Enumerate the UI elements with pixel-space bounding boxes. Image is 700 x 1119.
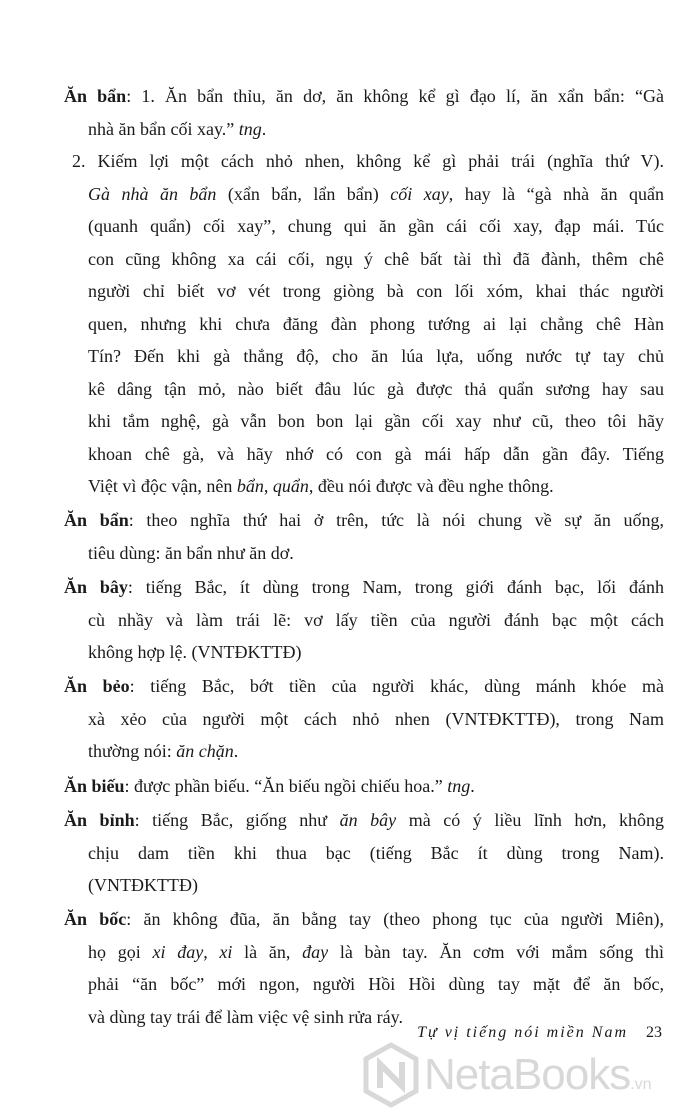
page-number: 23 [646, 1024, 662, 1041]
entry-text: chịu dam tiền khi thua bạc (tiếng Bắc ít dùng trong Nam). [88, 842, 664, 863]
entry-line [88, 640, 664, 664]
entry-text: , [263, 476, 273, 496]
entry-text: . [470, 775, 475, 796]
headword: Ăn bây [64, 577, 128, 598]
entry-text: : được phần biếu. “Ăn biếu ngồi chiếu hoa.” [124, 775, 448, 796]
entry-text: là ăn, [232, 941, 303, 962]
entry-line [88, 841, 664, 865]
entry-line [88, 182, 664, 206]
entry-text: người chỉ biết vơ vét trong giòng bà con lối xóm, khai thác người [88, 281, 664, 301]
entry-text: con cũng không xa cái cối, ngụ ý chê bất tài thì đã đành, thêm chê [88, 248, 664, 269]
italic-text: cối xay [390, 183, 449, 204]
watermark-suffix: .vn [630, 1076, 652, 1093]
netabooks-logo-icon [362, 1042, 420, 1108]
entry-text: không hợp lệ. (VNTĐKTTĐ) [88, 642, 302, 663]
entry-line [88, 344, 664, 368]
entry-text: Việt vì độc vận, nên [88, 476, 237, 496]
entry-text: phải “ăn bốc” mới ngon, người Hồi Hồi dùng tay mặt để ăn bốc, [88, 974, 664, 995]
entry-text: 2. Kiếm lợi một cách nhỏ nhen, không kể gì phải trái (nghĩa thứ V). [72, 151, 664, 171]
entry-text: (quanh quẩn) cối xay”, chung qui ăn gần cái cối xay, đạp mái. Túc [88, 216, 664, 236]
entry-text: : 1. Ăn bẩn thỉu, ăn dơ, ăn không kể gì đạo lí, ăn xẩn bẩn: “Gà [126, 86, 665, 106]
entry-line-first [64, 808, 664, 832]
entry-text: Tín? Đến khi gà thắng độ, cho ăn lúa lựa, uống nước tự tay chủ [88, 346, 664, 366]
entry-line [72, 149, 664, 173]
italic-text: quẩn [272, 476, 309, 496]
italic-text: đay [302, 941, 329, 962]
headword: Ăn bẻo [64, 676, 130, 697]
entry-text: , hay là “gà nhà ăn quẩn [448, 183, 665, 204]
entry-line-first [64, 508, 664, 532]
entry-line [88, 279, 664, 303]
entry-line [88, 940, 664, 964]
headword: Ăn bốc [64, 909, 127, 930]
entry-line [88, 312, 664, 336]
entry-text: (xẩn bẩn, lẩn bẩn) [216, 183, 391, 204]
entry-text: tiêu dùng: ăn bẩn như ăn dơ. [88, 542, 294, 563]
entry-text: thường nói: [88, 741, 177, 762]
running-title: Tự vị tiếng nói miền Nam [417, 1024, 628, 1041]
entry-text: . [233, 741, 239, 762]
entry-text: cù nhầy và làm trái lẽ: vơ lấy tiền của người đánh bạc một cách [88, 609, 664, 630]
entry-line-first [64, 575, 664, 599]
entry-line [88, 474, 664, 498]
italic-text: xi [219, 941, 233, 962]
entry-line-first [64, 84, 664, 108]
italic-text: bẩn [236, 476, 264, 496]
entry-line [88, 117, 664, 141]
entry-line [88, 409, 664, 433]
italic-text: tng [447, 775, 471, 796]
entry-text: kê dâng tận mỏ, nào biết đâu lúc gà được thả quẩn sương hay sau [88, 378, 664, 399]
entry-line [88, 972, 664, 996]
entry-text: : tiếng Bắc, bớt tiền của người khác, dùng mánh khóe mà [129, 676, 664, 697]
entry-line [88, 739, 664, 763]
entry-text: (VNTĐKTTĐ) [88, 875, 198, 895]
entry-text: và dùng tay trái để làm việc vệ sinh rửa ráy. [88, 1006, 403, 1027]
entry-text: , [203, 941, 220, 962]
entry-text: : tiếng Bắc, giống như [134, 810, 340, 830]
entry-line [88, 377, 664, 401]
entry-text: khoan chê gà, và hãy nhớ có con gà mái hấp dẫn gần đây. Tiếng [88, 443, 664, 464]
italic-text: ăn chặn [176, 741, 234, 762]
headword: Ăn bẩn [64, 86, 127, 106]
entry-line [88, 608, 664, 632]
italic-text: tng [238, 118, 262, 139]
entry-text: : tiếng Bắc, ít dùng trong Nam, trong giới đánh bạc, lối đánh [127, 577, 664, 598]
entry-line [88, 707, 664, 731]
entry-line [88, 214, 664, 238]
watermark-brand: NetaBooks [424, 1050, 631, 1099]
entry-text: là bàn tay. Ăn cơm với mắm sống thì [328, 941, 664, 962]
headword: Ăn biếu [64, 775, 125, 796]
entry-line [88, 541, 664, 565]
entry-text: khi tắm nghệ, gà vẫn bon bon lại gần cối xay như cũ, theo tôi hãy [88, 411, 664, 431]
entry-text: : ăn không đũa, ăn bằng tay (theo phong tục của người Miên), [126, 909, 664, 930]
entry-line-first [64, 774, 664, 798]
entry-text: , đều nói được và đều nghe thông. [308, 476, 554, 496]
entry-line [88, 442, 664, 466]
entry-text: họ gọi [88, 941, 153, 962]
entry-text: mà có ý liều lĩnh hơn, không [396, 810, 665, 830]
entry-text: . [261, 118, 267, 139]
entry-text: nhà ăn bẩn cối xay.” [88, 118, 239, 139]
entry-line [88, 873, 664, 897]
netabooks-watermark [362, 1040, 692, 1110]
italic-text: xi đay [152, 941, 204, 962]
headword: Ăn bẩn [64, 510, 129, 531]
entry-line-first [64, 907, 664, 931]
entry-text: xà xẻo của người một cách nhỏ nhen (VNTĐKTTĐ), trong Nam [88, 708, 664, 729]
italic-text: ăn bây [339, 810, 397, 830]
entry-text: : theo nghĩa thứ hai ở trên, tức là nói chung về sự ăn uống, [128, 510, 664, 531]
italic-text: Gà nhà ăn bẩn [88, 183, 217, 204]
headword: Ăn bỉnh [64, 810, 135, 830]
entry-line-first [64, 674, 664, 698]
entry-text: quen, nhưng khi chưa đăng đàn phong tướng ai lại chẳng chê Hàn [88, 313, 664, 334]
entry-line [88, 247, 664, 271]
